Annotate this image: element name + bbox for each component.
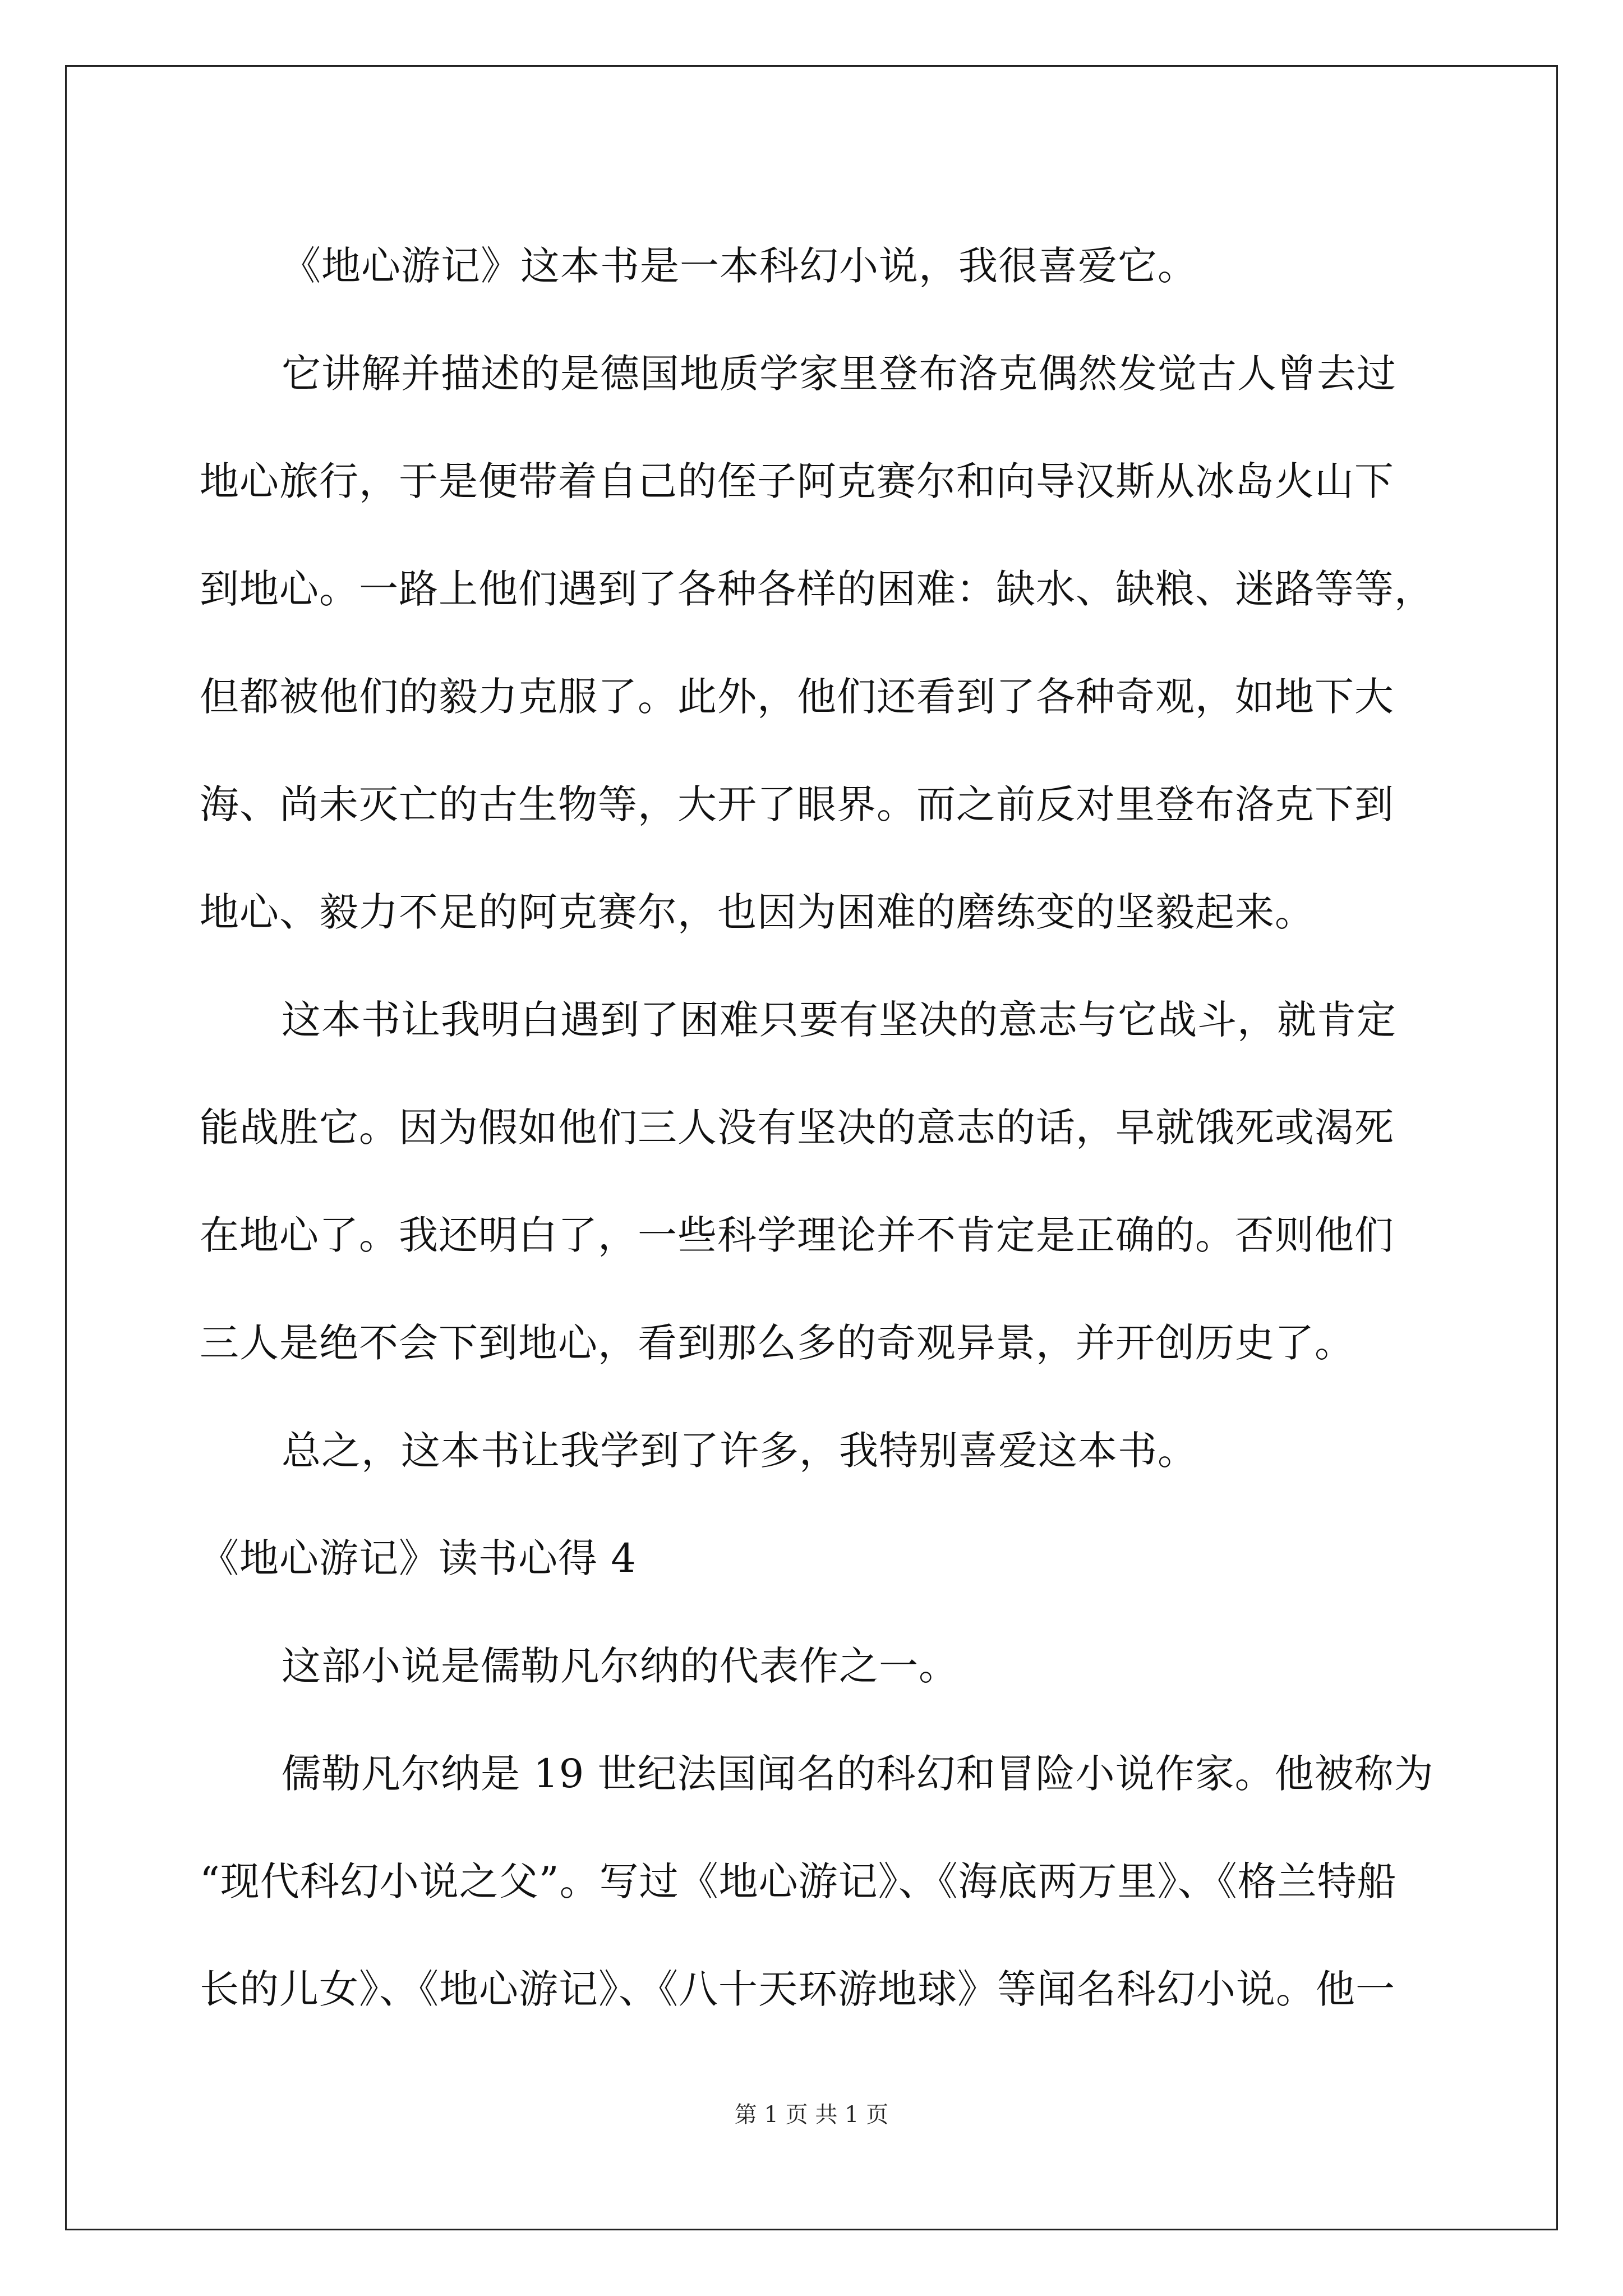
paragraph-line: 能战胜它。因为假如他们三人没有坚决的意志的话，早就饿死或渴死	[200, 1105, 1394, 1151]
paragraph-line: 它讲解并描述的是德国地质学家里登布洛克偶然发觉古人曾去过	[282, 351, 1396, 397]
page-number-footer: 第 1 页 共 1 页	[734, 2102, 889, 2128]
paragraph-line: 地心旅行，于是便带着自己的侄子阿克赛尔和向导汉斯从冰岛火山下	[200, 458, 1394, 504]
paragraph-line: 这部小说是儒勒凡尔纳的代表作之一。	[282, 1643, 958, 1689]
paragraph-line: 儒勒凡尔纳是 19 世纪法国闻名的科幻和冒险小说作家。他被称为	[282, 1751, 1434, 1797]
paragraph-line: 到地心。一路上他们遇到了各种各样的困难：缺水、缺粮、迷路等等，	[200, 566, 1434, 612]
paragraph-line: 海、尚未灭亡的古生物等，大开了眼界。而之前反对里登布洛克下到	[200, 781, 1394, 827]
paragraph-line: 三人是绝不会下到地心，看到那么多的奇观异景，并开创历史了。	[200, 1320, 1354, 1366]
paragraph-line: 地心、毅力不足的阿克赛尔，也因为困难的磨练变的坚毅起来。	[200, 889, 1315, 935]
paragraph-line: 但都被他们的毅力克服了。此外，他们还看到了各种奇观，如地下大	[200, 674, 1394, 720]
paragraph-line: 总之，这本书让我学到了许多，我特别喜爱这本书。	[282, 1428, 1197, 1474]
paragraph-line: 这本书让我明白遇到了困难只要有坚决的意志与它战斗，就肯定	[282, 997, 1396, 1043]
paragraph-line: 《地心游记》这本书是一本科幻小说，我很喜爱它。	[282, 243, 1197, 289]
paragraph-line: 长的儿女》、《地心游记》、《八十天环游地球》等闻名科幻小说。他一	[200, 1966, 1395, 2012]
document-body	[200, 212, 1456, 2043]
section-heading: 《地心游记》读书心得 4	[200, 1535, 637, 1581]
paragraph-line: “现代科幻小说之父”。写过《地心游记》、《海底两万里》、《格兰特船	[200, 1858, 1397, 1904]
paragraph-line: 在地心了。我还明白了，一些科学理论并不肯定是正确的。否则他们	[200, 1212, 1394, 1258]
